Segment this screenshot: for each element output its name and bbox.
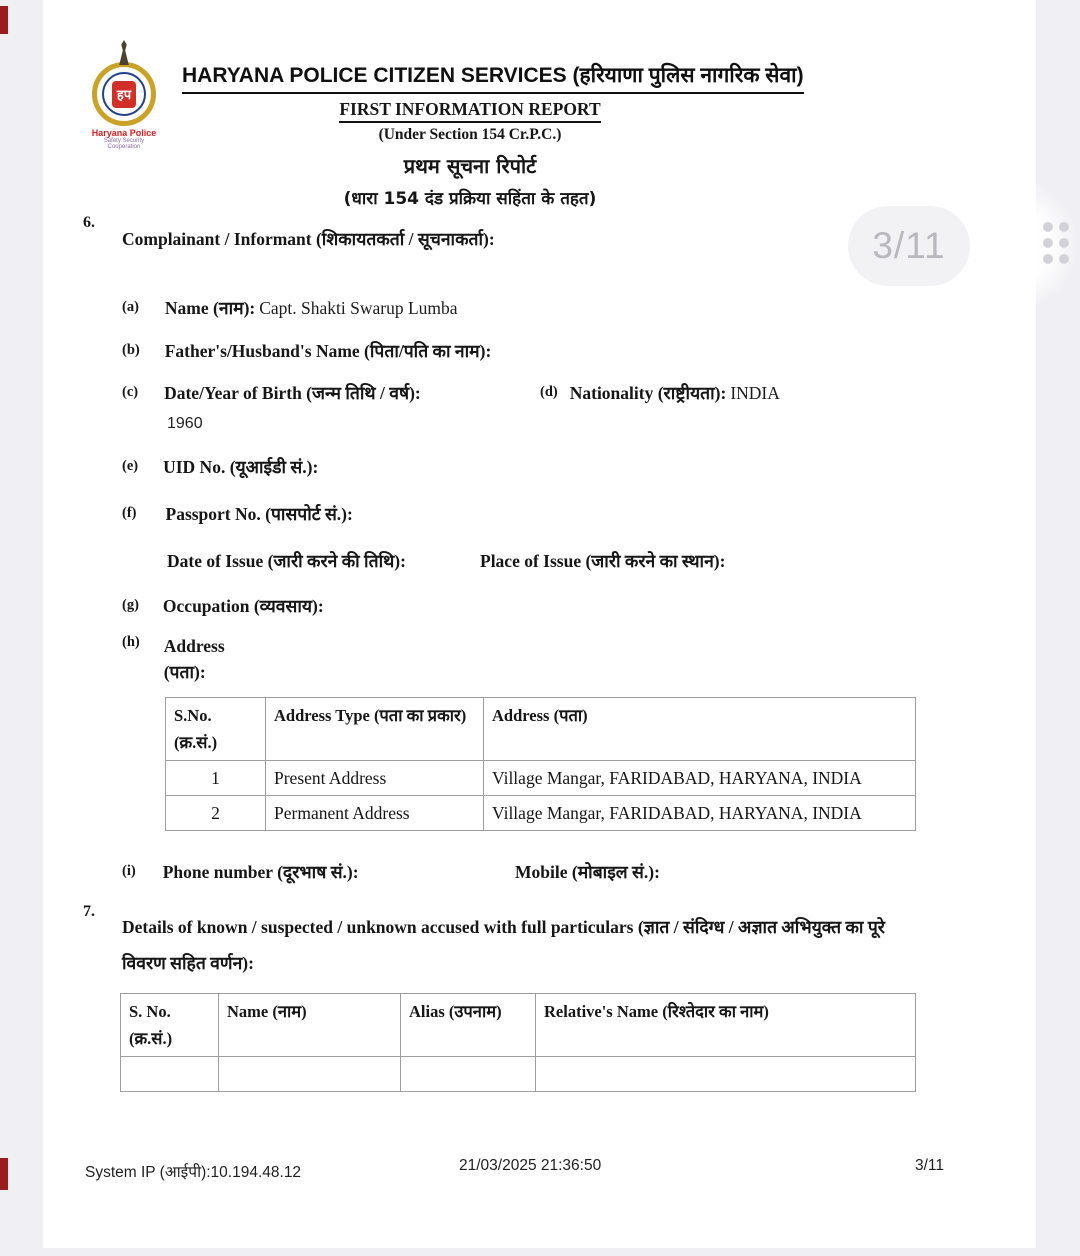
- footer-page-number: 3/11: [915, 1157, 945, 1174]
- page-position-badge: [848, 206, 970, 286]
- page-position-label: 3/11: [872, 225, 946, 266]
- left-edge-red-marker-top: [0, 6, 8, 34]
- dot: [1043, 238, 1053, 248]
- field-name: [122, 296, 458, 320]
- ashoka-capital-icon: [117, 40, 132, 65]
- passport-label: Passport No. (पासपोर्ट सं.):: [165, 504, 353, 524]
- dob-value: 1960: [167, 415, 203, 432]
- drag-handle-dots-icon[interactable]: [1043, 222, 1069, 264]
- accused-header-alias: Alias (उपनाम): [401, 994, 536, 1057]
- field-letter-a: (a): [122, 299, 139, 315]
- phone-label: Phone number (दूरभाष सं.):: [162, 862, 359, 882]
- field-letter-d: (d): [540, 384, 558, 400]
- address-table-row: [166, 761, 916, 796]
- dot: [1059, 222, 1069, 232]
- address-row-type: Present Address: [266, 761, 484, 796]
- dot: [1043, 254, 1053, 264]
- logo-tagline: Safety Security Cooperation: [103, 138, 145, 150]
- mobile-label: Mobile (मोबाइल सं.):: [515, 862, 660, 882]
- field-letter-g: (g): [122, 597, 139, 613]
- address-table: [165, 697, 916, 831]
- occupation-label: Occupation (व्यवसाय):: [162, 596, 324, 616]
- passport-date-of-issue-label: Date of Issue (जारी करने की तिथि):: [167, 551, 406, 571]
- viewer-bottom-margin: [0, 1248, 1080, 1256]
- dob-label: Date/Year of Birth (जन्म तिथि / वर्ष):: [164, 383, 421, 403]
- left-edge-red-marker-bottom: [0, 1158, 8, 1190]
- section-6-title: Complainant / Informant (शिकायतकर्ता / सूचनाकर्ता):: [122, 229, 495, 249]
- field-father-husband-name: [122, 339, 491, 363]
- accused-table: [120, 993, 916, 1092]
- section-6-number: 6.: [83, 214, 95, 231]
- address-row-type: Permanent Address: [266, 796, 484, 831]
- accused-table-header-row: [121, 994, 916, 1057]
- report-title: FIRST INFORMATION REPORT: [339, 99, 600, 123]
- field-uid: [122, 455, 318, 479]
- address-row-sno: 1: [166, 761, 266, 796]
- viewer-left-margin: [0, 0, 43, 1256]
- address-label-en: Address: [163, 636, 225, 656]
- field-address: [122, 636, 225, 684]
- accused-header-name: Name (नाम): [219, 994, 401, 1057]
- field-letter-h: (h): [122, 634, 140, 650]
- address-table-row: [166, 796, 916, 831]
- section-7-title: Details of known / suspected / unknown accused with full particulars (ज्ञात / संदिग्ध / अज्ञात अभियुक्त का पूरे विवरण सहित वर्णन):: [122, 917, 885, 973]
- field-date-of-birth: [122, 381, 421, 405]
- field-letter-i: (i): [122, 863, 136, 879]
- field-nationality: [540, 381, 780, 405]
- dot: [1059, 238, 1069, 248]
- field-letter-c: (c): [122, 384, 139, 400]
- footer-system-ip: System IP (आईपी):10.194.48.12: [85, 1164, 302, 1181]
- org-title: HARYANA POLICE CITIZEN SERVICES (हरियाणा पुलिस नागरिक सेवा): [182, 61, 804, 94]
- field-passport: [122, 502, 353, 526]
- accused-header-sno: S. No. (क्र.सं.): [121, 994, 219, 1057]
- nationality-label: Nationality (राष्ट्रीयता):: [569, 383, 727, 403]
- passport-place-of-issue-label: Place of Issue (जारी करने का स्थान):: [480, 551, 726, 571]
- nationality-value: INDIA: [730, 383, 780, 403]
- address-row-address: Village Mangar, FARIDABAD, HARYANA, INDIA: [484, 796, 916, 831]
- report-section-line: (Under Section 154 Cr.P.C.): [378, 126, 562, 143]
- address-table-header-row: [166, 698, 916, 761]
- father-husband-label: Father's/Husband's Name (पिता/पति का नाम):: [164, 341, 492, 361]
- footer-datetime: 21/03/2025 21:36:50: [459, 1157, 602, 1174]
- report-heading-block: [120, 99, 820, 209]
- accused-table-empty-row: [121, 1057, 916, 1092]
- dot: [1059, 254, 1069, 264]
- address-header-type: Address Type (पता का प्रकार): [266, 698, 484, 761]
- address-label-hi: (पता):: [163, 662, 206, 682]
- empty-cell: [536, 1057, 916, 1092]
- logo-caption: Haryana Police: [91, 128, 157, 138]
- report-title-hindi: प्रथम सूचना रिपोर्ट: [403, 154, 537, 178]
- address-header-sno: S.No. (क्र.सं.): [166, 698, 266, 761]
- report-section-hindi: (धारा 154 दंड प्रक्रिया सहिंता के तहत): [343, 189, 597, 209]
- name-label: Name (नाम):: [164, 298, 256, 318]
- field-letter-e: (e): [122, 458, 139, 474]
- uid-label: UID No. (यूआईडी सं.):: [163, 457, 319, 477]
- field-occupation: [122, 594, 324, 618]
- address-row-sno: 2: [166, 796, 266, 831]
- empty-cell: [401, 1057, 536, 1092]
- empty-cell: [121, 1057, 219, 1092]
- empty-cell: [219, 1057, 401, 1092]
- field-letter-f: (f): [122, 505, 137, 521]
- address-header-address: Address (पता): [484, 698, 916, 761]
- accused-header-relative: Relative's Name (रिश्तेदार का नाम): [536, 994, 916, 1057]
- address-row-address: Village Mangar, FARIDABAD, HARYANA, INDIA: [484, 761, 916, 796]
- name-value: Capt. Shakti Swarup Lumba: [259, 298, 458, 318]
- field-letter-b: (b): [122, 342, 140, 358]
- dot: [1043, 222, 1053, 232]
- field-phone: [122, 860, 359, 884]
- logo-monogram: हप: [112, 81, 136, 108]
- section-7-number: 7.: [83, 903, 95, 920]
